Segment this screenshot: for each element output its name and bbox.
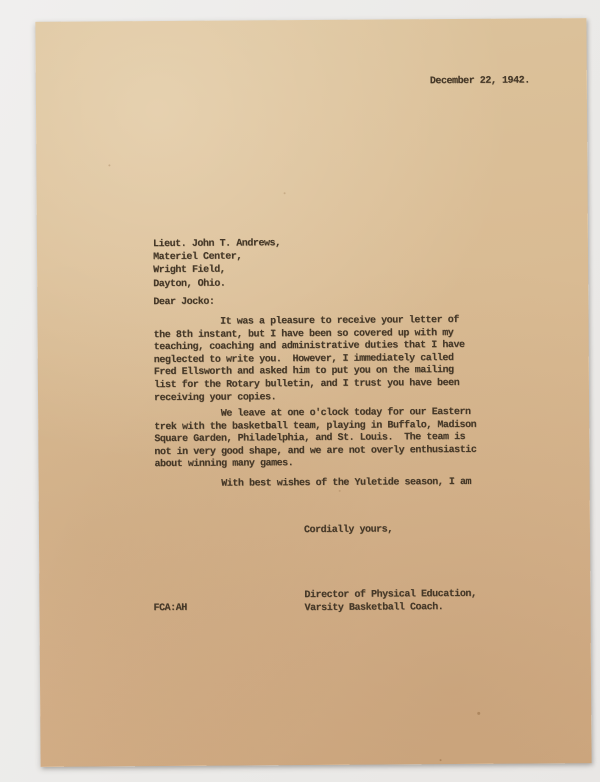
signature-title-block: Director of Physical Education, Varsity Basketball Coach. [304, 588, 477, 615]
closing-line: With best wishes of the Yuletide season, I am [154, 476, 472, 491]
body-paragraph-1: It was a pleasure to receive your letter of the 8th instant, but I have been so covered up with my teaching, coaching and administrative duties that I have neglected to write you. However, I immediately called Fred Ellsworth and asked him to put you on the mailing list for the Rotary bulletin, and I trust you have been receiving your copies. [153, 314, 465, 404]
body-paragraph-2: We leave at one o'clock today for our Eastern trek with the basketball team, playing in Buffalo, Madison Square Garden, Philadelphia, and St. Louis. The team is not in very good shape, and we are not overly enthusiastic about winning many games. [154, 406, 477, 471]
paper-speck [440, 759, 442, 761]
letter-paper [35, 18, 591, 767]
salutation: Dear Jocko: [153, 296, 215, 309]
valediction: Cordially yours, [303, 524, 393, 537]
paper-speck [477, 712, 480, 715]
recipient-address-block: Lieut. John T. Andrews, Materiel Center, Wright Field, Dayton, Ohio. [152, 238, 281, 290]
paper-speck [284, 192, 286, 194]
paper-speck [108, 164, 110, 166]
letter-date: December 22, 1942. [429, 75, 530, 88]
paper-speck [339, 490, 341, 492]
typist-initials: FCA:AH [153, 602, 187, 615]
